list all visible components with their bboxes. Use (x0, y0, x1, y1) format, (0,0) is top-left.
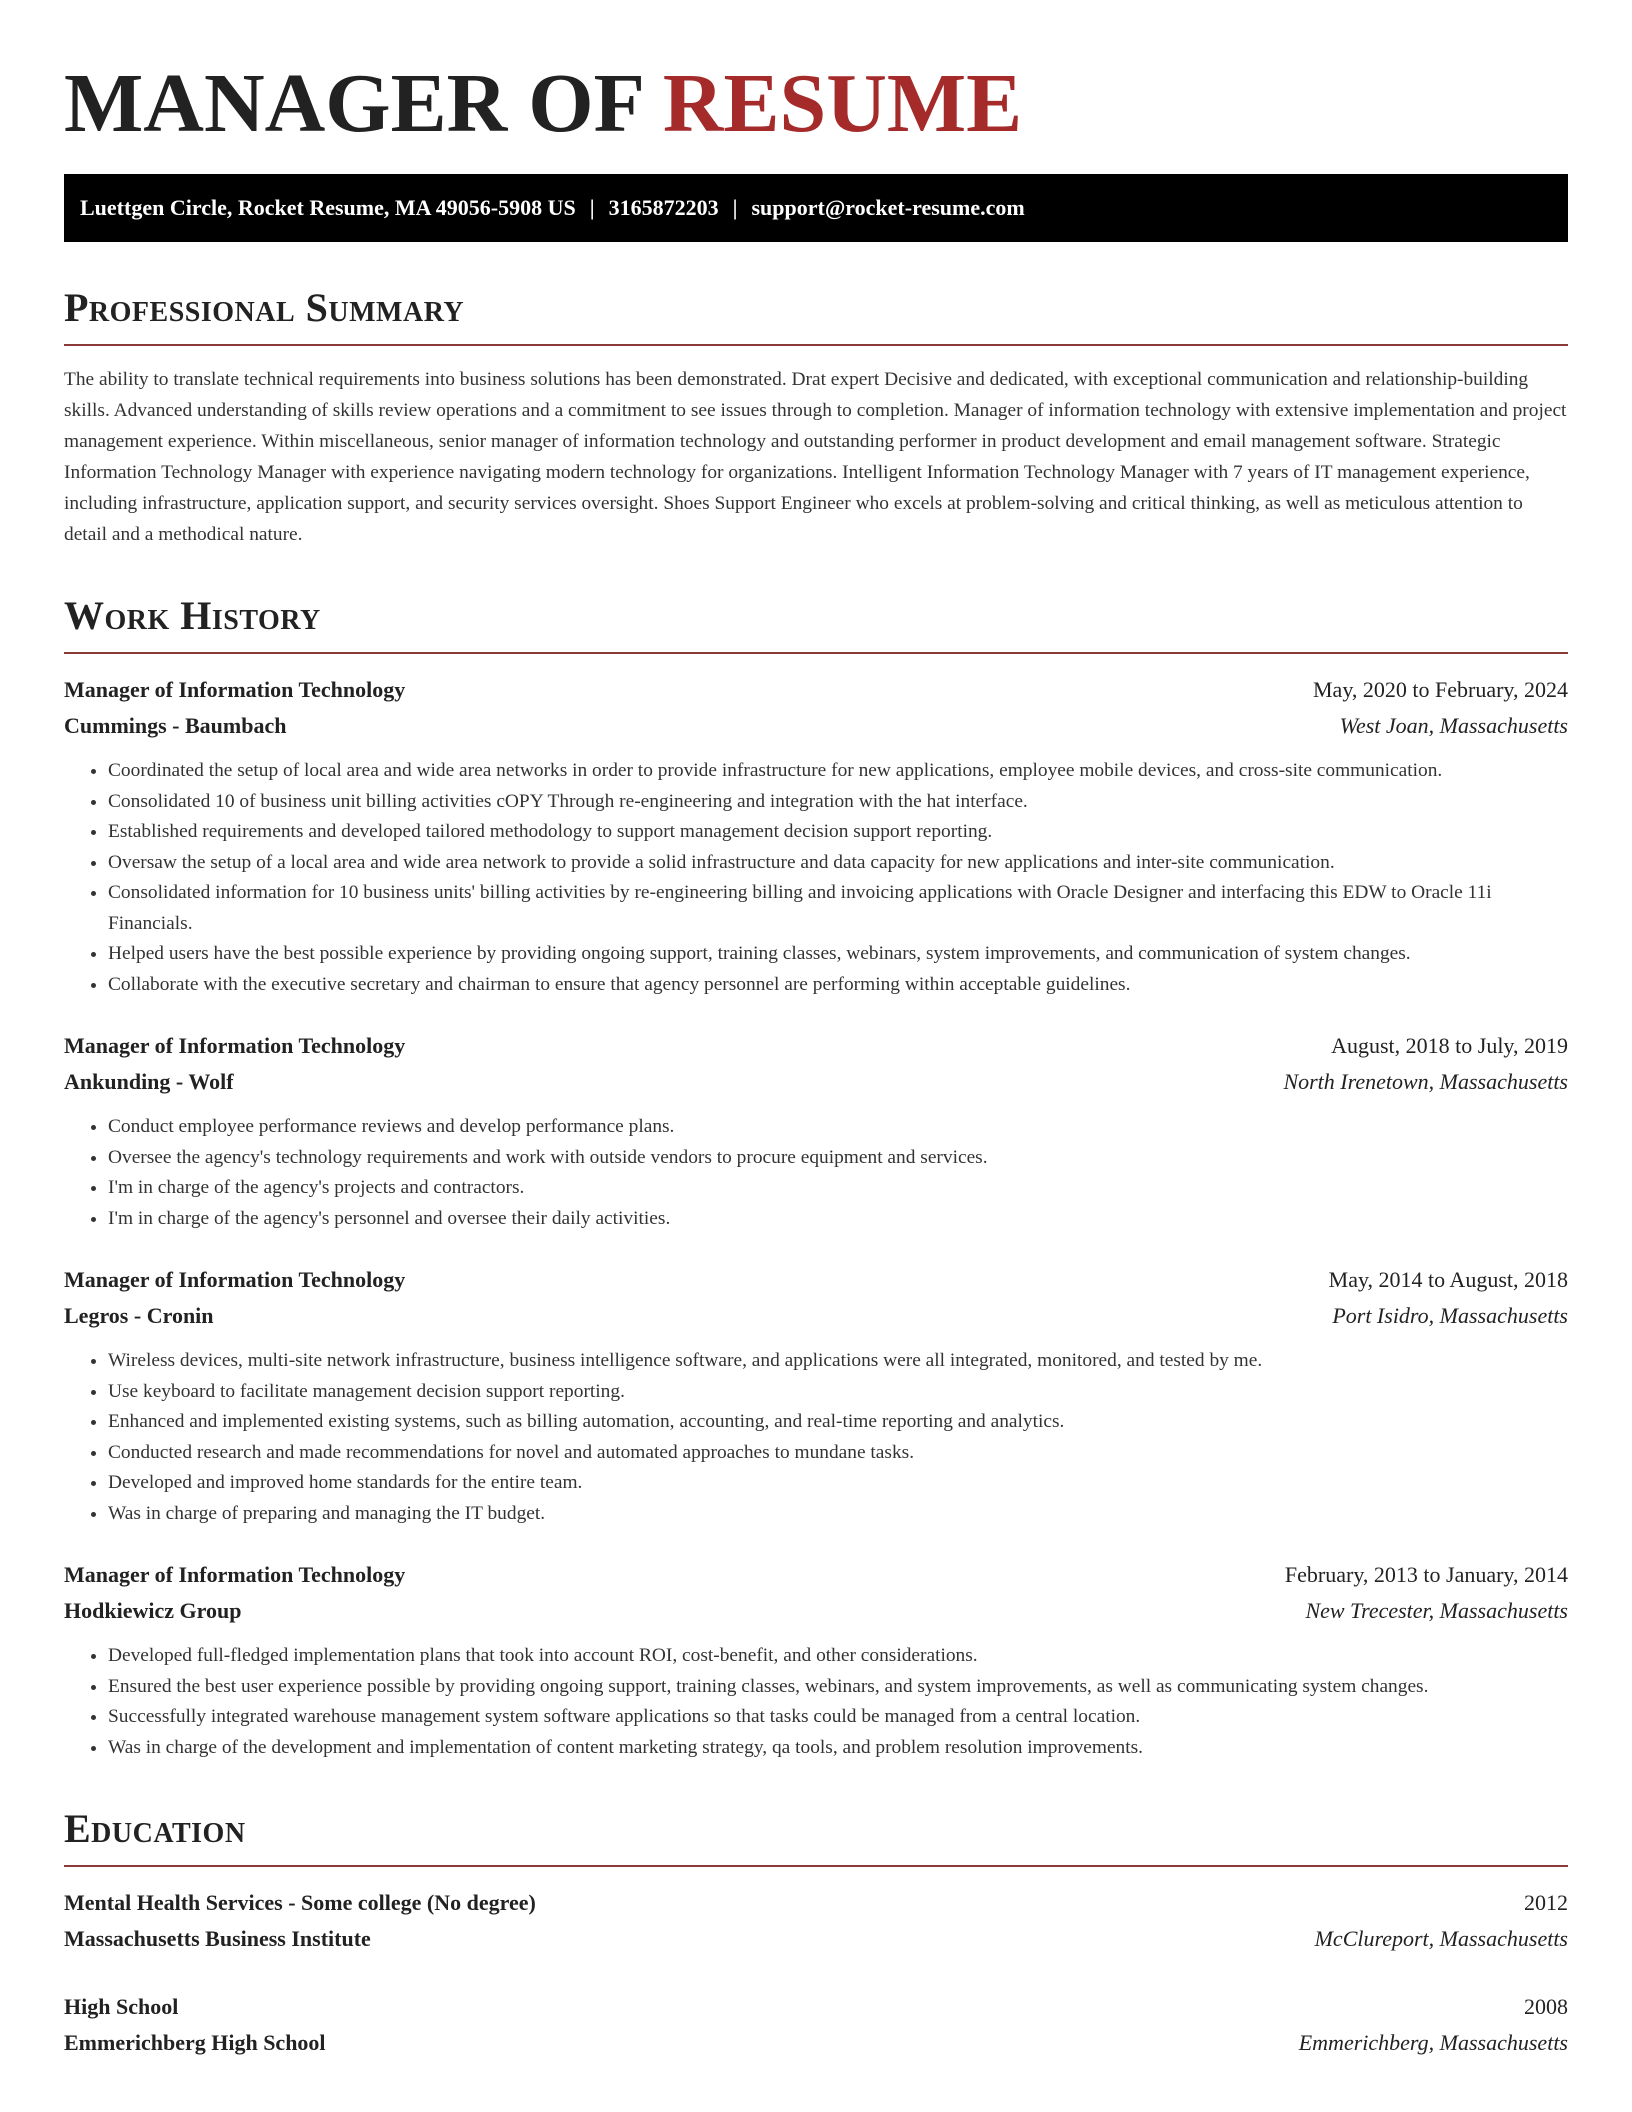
summary-text: The ability to translate technical requirements into business solutions has been demonstrated. Drat expert Decisive and dedicated, with exceptional communication and relationship-building skills. Advanced understanding of skills review operations and a commitment to see issues through to completion. Manager of information technology with extensive implementation and project management experience. Within miscellaneous, senior manager of information technology and outstanding performer in product development and email management software. Strategic Information Technology Manager with experience navigating modern technology for organizations. Intelligent Information Technology Manager with 7 years of IT management experience, including infrastructure, application support, and security services oversight. Shoes Support Engineer who excels at problem-solving and critical thinking, as well as meticulous attention to detail and a methodical nature. (64, 369, 1567, 545)
name-last: RESUME (662, 57, 1023, 150)
resume-name (64, 0, 1568, 150)
contact-email[interactable]: support@rocket-resume.com (751, 195, 1025, 220)
job-bullet: • Use keyboard to facilitate management decision support reporting. (108, 1377, 1568, 1408)
job-company-row (64, 708, 1568, 744)
education-degree: High School (64, 1994, 179, 2019)
education-degree: Mental Health Services - Some college (No degree) (64, 1890, 536, 1915)
name-first: MANAGER OF (64, 57, 642, 150)
contact-separator: | (732, 195, 738, 220)
contact-phone[interactable]: 3165872203 (608, 195, 719, 220)
education-school-row (64, 1921, 1568, 1957)
job-bullets (64, 1112, 1568, 1234)
education-entry (64, 1885, 1568, 1957)
job-title: Manager of Information Technology (64, 677, 406, 702)
job-header-row (64, 672, 1568, 708)
job-location: North Irenetown, Massachusetts (1283, 1069, 1568, 1094)
job-company: Hodkiewicz Group (64, 1598, 242, 1623)
contact-address: Luettgen Circle, Rocket Resume, MA 49056-5908 US (80, 195, 576, 220)
education-section (64, 1805, 1568, 2061)
job-dates: February, 2013 to January, 2014 (1284, 1562, 1568, 1587)
work-history-section (64, 592, 1568, 1763)
job-bullets (64, 756, 1568, 1000)
job-bullets (64, 1346, 1568, 1529)
job-dates: May, 2014 to August, 2018 (1328, 1267, 1568, 1292)
education-entry (64, 1989, 1568, 2061)
work-history-heading: Work History (64, 592, 1568, 654)
job-bullet: • Conducted research and made recommendations for novel and automated approaches to mundane tasks. (108, 1438, 1568, 1469)
contact-separator: | (589, 195, 595, 220)
job-bullet: • Developed full-fledged implementation plans that took into account ROI, cost-benefit, and other considerations. (108, 1641, 1568, 1672)
job-company: Cummings - Baumbach (64, 713, 287, 738)
job-bullet: • Enhanced and implemented existing systems, such as billing automation, accounting, and real-time reporting and analytics. (108, 1407, 1568, 1438)
summary-heading: Professional Summary (64, 284, 1568, 346)
job-bullet: • I'm in charge of the agency's personnel and oversee their daily activities. (108, 1204, 1568, 1235)
job-dates: August, 2018 to July, 2019 (1331, 1033, 1568, 1058)
education-degree-row (64, 1885, 1568, 1921)
job-bullets (64, 1641, 1568, 1763)
job-bullet: • Ensured the best user experience possible by providing ongoing support, training classes, webinars, and system improvements, as well as communicating system changes. (108, 1672, 1568, 1703)
job-company-row (64, 1298, 1568, 1334)
education-degree-row (64, 1989, 1568, 2025)
job-header-row (64, 1557, 1568, 1593)
job-entry (64, 1028, 1568, 1234)
job-bullet: • Conduct employee performance reviews and develop performance plans. (108, 1112, 1568, 1143)
job-bullet: • Established requirements and developed tailored methodology to support management decision support reporting. (108, 817, 1568, 848)
education-school: Massachusetts Business Institute (64, 1926, 371, 1951)
job-entry (64, 672, 1568, 1000)
education-location: Emmerichberg, Massachusetts (1298, 2030, 1568, 2055)
job-entry (64, 1262, 1568, 1529)
education-heading: Education (64, 1805, 1568, 1867)
job-location: New Trecester, Massachusetts (1305, 1598, 1568, 1623)
job-bullet: • Helped users have the best possible experience by providing ongoing support, training classes, webinars, system improvements, and communication of system changes. (108, 939, 1568, 970)
resume-page (64, 0, 1568, 2061)
job-bullet: • Was in charge of the development and implementation of content marketing strategy, qa tools, and problem resolution improvements. (108, 1733, 1568, 1764)
job-bullet: • Wireless devices, multi-site network infrastructure, business intelligence software, and applications were all integrated, monitored, and tested by me. (108, 1346, 1568, 1377)
job-dates: May, 2020 to February, 2024 (1313, 677, 1568, 702)
job-header-row (64, 1028, 1568, 1064)
job-title: Manager of Information Technology (64, 1562, 406, 1587)
job-bullet: • Consolidated information for 10 business units' billing activities by re-engineering billing and invoicing applications with Oracle Designer and interfacing this EDW to Oracle 11i Financials. (108, 878, 1568, 939)
education-year: 2012 (1524, 1890, 1568, 1915)
job-location: West Joan, Massachusetts (1339, 713, 1568, 738)
education-year: 2008 (1524, 1994, 1568, 2019)
job-bullet: • Successfully integrated warehouse management system software applications so that tasks could be managed from a central location. (108, 1702, 1568, 1733)
job-title: Manager of Information Technology (64, 1267, 406, 1292)
education-school: Emmerichberg High School (64, 2030, 326, 2055)
job-location: Port Isidro, Massachusetts (1332, 1303, 1568, 1328)
job-bullet: • Collaborate with the executive secretary and chairman to ensure that agency personnel are performing within acceptable guidelines. (108, 970, 1568, 1001)
job-header-row (64, 1262, 1568, 1298)
job-bullet: • Oversaw the setup of a local area and wide area network to provide a solid infrastructure and data capacity for new applications and inter-site communication. (108, 848, 1568, 879)
job-bullet: • Developed and improved home standards for the entire team. (108, 1468, 1568, 1499)
job-company-row (64, 1064, 1568, 1100)
job-company-row (64, 1593, 1568, 1629)
summary-section (64, 284, 1568, 550)
job-entry (64, 1557, 1568, 1763)
contact-bar (64, 174, 1568, 242)
job-bullet: • Coordinated the setup of local area and wide area networks in order to provide infrastructure for new applications, employee mobile devices, and cross-site communication. (108, 756, 1568, 787)
job-bullet: • I'm in charge of the agency's projects and contractors. (108, 1173, 1568, 1204)
education-school-row (64, 2025, 1568, 2061)
job-company: Legros - Cronin (64, 1303, 214, 1328)
job-bullet: • Oversee the agency's technology requirements and work with outside vendors to procure equipment and services. (108, 1143, 1568, 1174)
job-bullet: • Was in charge of preparing and managing the IT budget. (108, 1499, 1568, 1530)
education-location: McClureport, Massachusetts (1314, 1926, 1568, 1951)
job-title: Manager of Information Technology (64, 1033, 406, 1058)
job-bullet: • Consolidated 10 of business unit billing activities cOPY Through re-engineering and integration with the hat interface. (108, 787, 1568, 818)
job-company: Ankunding - Wolf (64, 1069, 234, 1094)
